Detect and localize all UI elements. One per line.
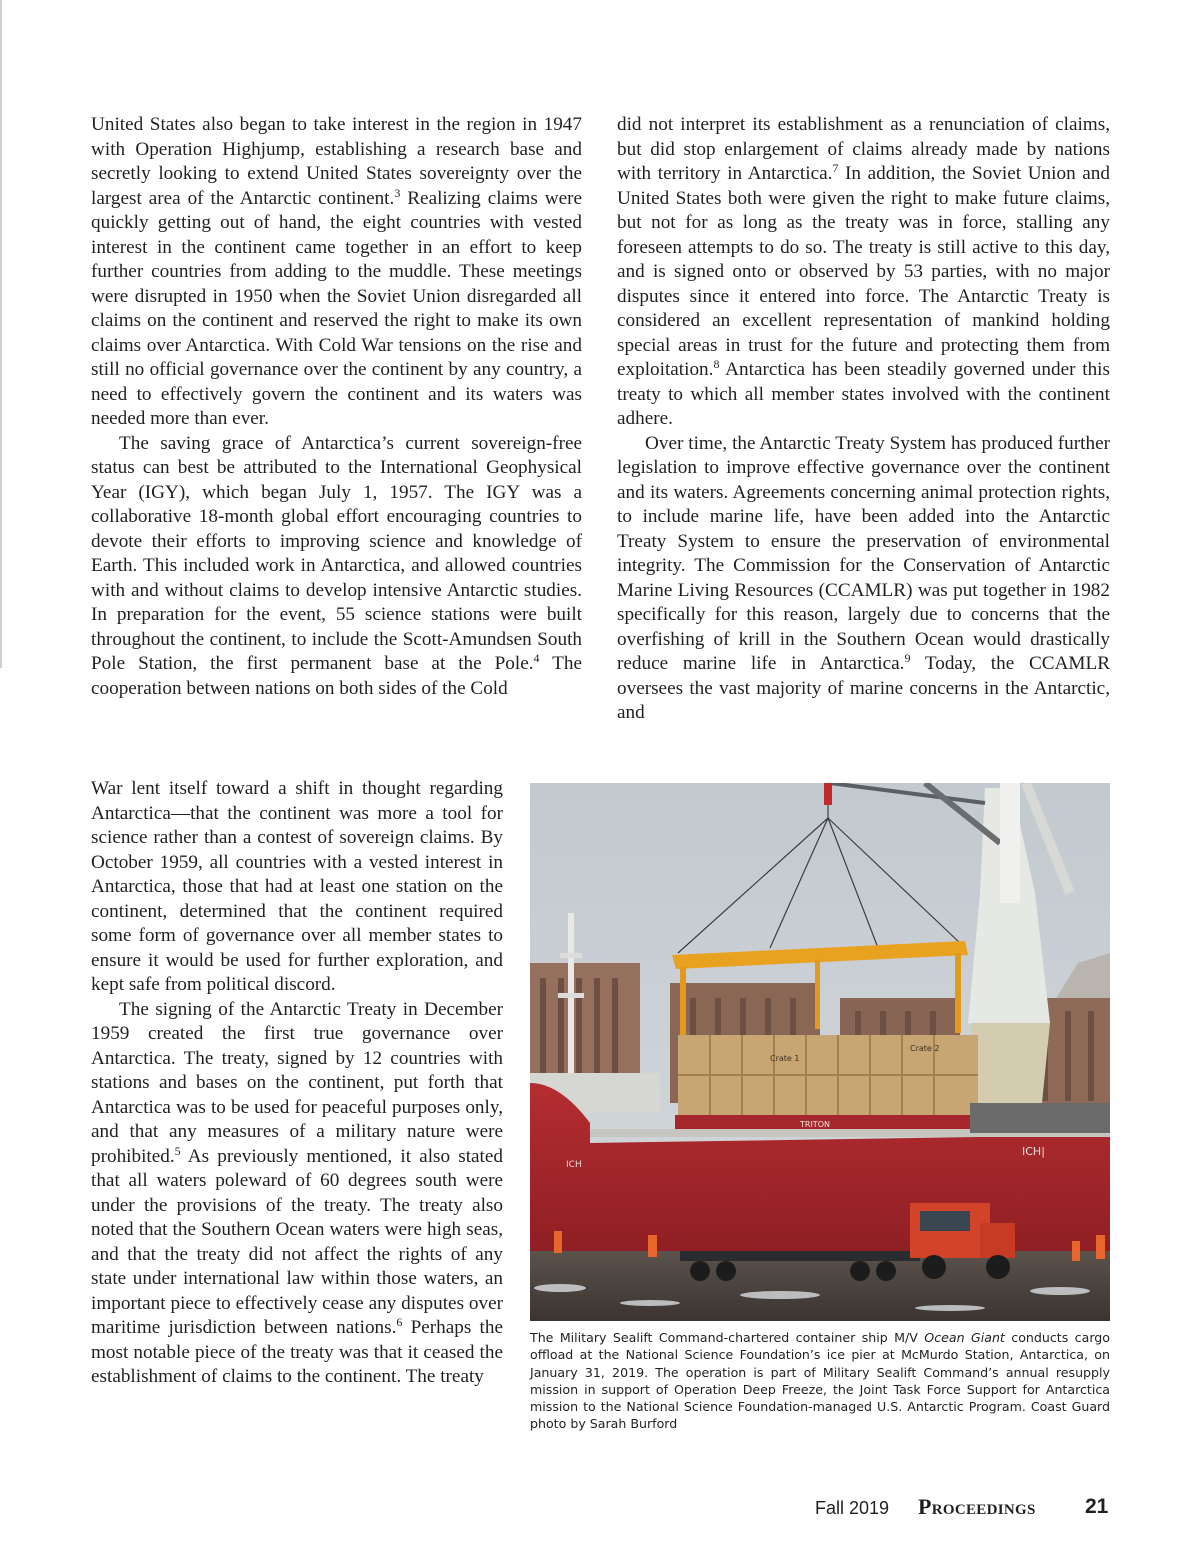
right-column: [617, 113, 1110, 726]
footnote-ref: 4: [533, 651, 540, 665]
hull-marking: ICH: [566, 1160, 582, 1170]
footnote-ref: 6: [396, 1315, 403, 1329]
cargo-offload-photo: [530, 783, 1110, 1321]
crate-label: Crate 1: [770, 1054, 800, 1063]
paragraph: The saving grace of Antarctica’s current sovereign-free status can best be attributed to the International Geophysical Year (IGY), which began July 1, 1957. The IGY was a collaborative 18-month global effort encouraging countries to devote their efforts to improving science and knowledge of Earth. This included work in Antarctica, and allowed countries with and without claims to develop intensive Antarctic studies. In preparation for the event, 55 science stations were built throughout the continent, to include the Scott-Amundsen South Pole Station, the first permanent base at the Pole.$^4$ The cooperation between nations on both sides of the Cold: [91, 432, 582, 699]
page-number: 21: [1085, 1495, 1109, 1518]
magazine-name: Proceedings: [918, 1494, 1036, 1519]
crate-label: Crate 2: [910, 1044, 940, 1053]
hull-marking: ICH|: [1022, 1145, 1045, 1158]
paragraph: The signing of the Antarctic Treaty in December 1959 created the first true governance over Antarctica. The treaty, signed by 12 countries with stations and bases on the continent, put forth that Antarctica was to be used for peaceful purposes only, and that any measures of a military nature were prohibited.$^5$ As previously mentioned, it also stated that all waters poleward of 60 degrees south were under the provisions of the treaty. The treaty also noted that the Southern Ocean waters were high seas, and that the treaty did not affect the rights of any state under international law within those waters, an important piece to effectively cease any disputes over maritime jurisdiction between nations.$^6$ Perhaps the most notable piece of the treaty was that it ceased the establishment of claims to the continent. The treaty: [91, 998, 503, 1387]
footnote-ref: 5: [174, 1143, 181, 1158]
footnote-ref: 3: [394, 185, 401, 200]
paragraph: Over time, the Antarctic Treaty System has produced further legislation to improve effective governance over the continent and its waters. Agreements concerning animal protection rights, to include marine life, have been added into the Antarctic Treaty System to ensure the preservation of environmental integrity. The Commission for the Conservation of Antarctic Marine Living Resources (CCAMLR) was put together in 1982 specifically for this reason, largely due to concerns that the overfishing of krill in the Southern Ocean would drastically reduce marine life in Antarctica.$^9$ Today, the CCAMLR oversees the vast majority of marine concerns in the Antarctic, and: [617, 432, 1111, 723]
ship-name: Ocean Giant: [924, 1330, 1005, 1345]
frame-marking: TRITON: [800, 1120, 830, 1129]
left-column-upper: [91, 113, 582, 701]
left-column-lower: [91, 777, 503, 1390]
page-edge-line: [0, 0, 2, 668]
photo-caption: The Military Sealift Command-chartered container ship M/V Ocean Giant conducts cargo offload at the National Science Foundation’s ice pier at McMurdo Station, Antarctica, on January 31, 2019. The operation is part of Military Sealift Command’s annual resupply mission in support of Operation Deep Freeze, the Joint Task Force Support for Antarctica mission to the National Science Foundation-managed U.S. Antarctic Program. Coast Guard photo by Sarah Burford: [530, 1330, 1110, 1432]
paragraph: did not interpret its establishment as a renunciation of claims, but did stop enlargement of claims already made by nations with territory in Antarctica.$^7$ In addition, the Soviet Union and United States both were given the right to make future claims, but not for as long as the treaty was in force, stalling any foreseen attempts to do so. The treaty is still active to this day, and is signed onto or observed by 53 parties, with no major disputes since it entered into force. The Antarctic Treaty is considered an excellent representation of mankind holding special areas in trust for the future and protecting them from exploitation.$^8$ Antarctica has been steadily governed under this treaty to which all member states involved with the continent adhere.: [617, 114, 1110, 429]
footnote-ref: 8: [713, 357, 720, 371]
footnote-ref: 9: [904, 651, 911, 665]
footnote-ref: 7: [832, 161, 839, 175]
paragraph: War lent itself toward a shift in thought regarding Antarctica—that the continent was more a tool for science rather than a contest of sovereign claims. By October 1959, all countries with a vested interest in Antarctica, those that had at least one station on the continent, determined that the continent required some form of governance over all member states to ensure it would be used for further exploration, and kept safe from political discord.: [91, 778, 503, 995]
issue-date: Fall 2019: [815, 1498, 890, 1518]
cargo-crates: [675, 1035, 983, 1131]
paragraph: United States also began to take interest in the region in 1947 with Operation Highjump, establishing a research base and secretly looking to extend United States sovereignty over the largest area of the Antarctic continent.$^3$ Realizing claims were quickly getting out of hand, the eight countries with vested interest in the continent came together in an effort to keep further countries from adding to the muddle. These meetings were disrupted in 1950 when the Soviet Union disregarded all claims on the continent and reserved the right to make its own claims over Antarctica. With Cold War tensions on the rise and still no official governance over the continent by any country, a need to effectively govern the continent and its waters was needed more than ever.: [91, 114, 582, 429]
